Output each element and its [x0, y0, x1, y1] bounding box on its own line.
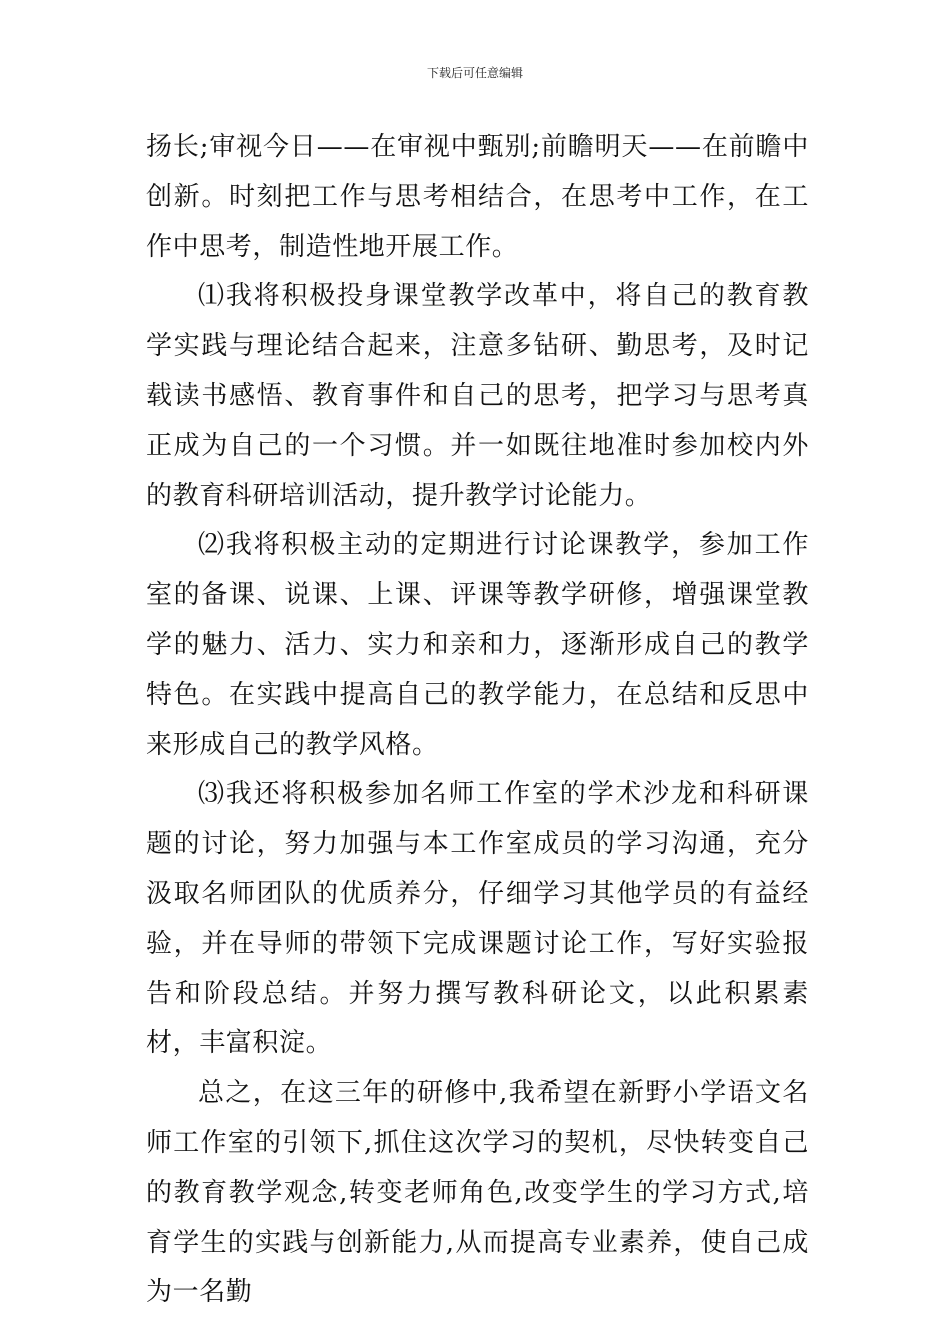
document-body	[146, 123, 809, 1318]
paragraph-continuation: 扬长;审视今日——在审视中甄别;前瞻明天——在前瞻中创新。时刻把工作与思考相结合，在思考中工作，在工作中思考，制造性地开展工作。	[146, 132, 809, 262]
paragraph-summary: 总之，在这三年的研修中,我希望在新野小学语文名师工作室的引领下,抓住这次学习的契机，尽快转变自己的教育教学观念,转变老师角色,改变学生的学习方式,培育学生的实践与创新能力,从而提高专业素养，使自己成为一名勤	[146, 1078, 809, 1308]
paragraph-item-3: ⑶我还将积极参加名师工作室的学术沙龙和科研课题的讨论，努力加强与本工作室成员的学习沟通，充分汲取名师团队的优质养分，仔细学习其他学员的有益经验，并在导师的带领下完成课题讨论工作，写好实验报告和阶段总结。并努力撰写教科研论文，以此积累素材，丰富积淀。	[146, 779, 809, 1059]
paragraph-item-1: ⑴我将积极投身课堂教学改革中，将自己的教育教学实践与理论结合起来，注意多钻研、勤思考，及时记载读书感悟、教育事件和自己的思考，把学习与思考真正成为自己的一个习惯。并一如既往地准时参加校内外的教育科研培训活动，提升教学讨论能力。	[146, 281, 809, 511]
page-header-note: 下载后可任意编辑	[426, 66, 523, 80]
paragraph-item-2: ⑵我将积极主动的定期进行讨论课教学，参加工作室的备课、说课、上课、评课等教学研修，增强课堂教学的魅力、活力、实力和亲和力，逐渐形成自己的教学特色。在实践中提高自己的教学能力，在总结和反思中来形成自己的教学风格。	[146, 530, 809, 760]
